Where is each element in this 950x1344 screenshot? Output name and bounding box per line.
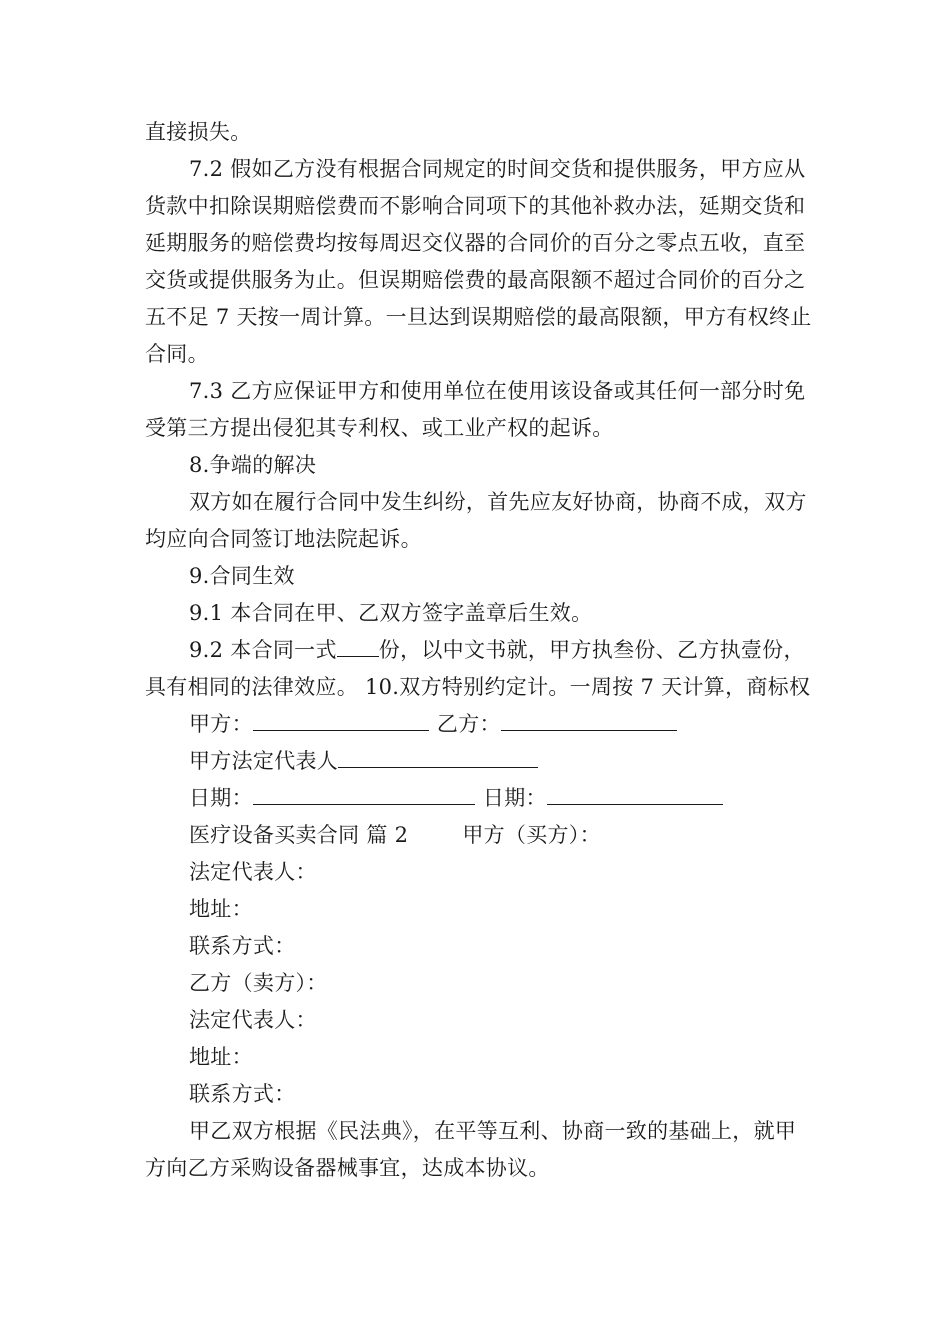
party-a-rep-label: 甲方法定代表人 [189,749,339,773]
clause-9-2 [145,632,813,706]
date-2-label: 日期： [482,786,547,810]
heading-dispute-resolution: 8.争端的解决 [189,453,317,477]
date-2-blank [547,782,723,805]
party-a-label: 甲方： [189,712,253,736]
buyer-rep: 法定代表人： [189,860,317,884]
seller-label: 乙方（卖方）： [189,971,328,995]
seller-contact: 联系方式： [189,1082,296,1106]
party-b-blank [501,708,677,731]
seller-rep: 法定代表人： [189,1008,317,1032]
buyer-contact: 联系方式： [189,934,296,958]
clause-7-2: 7.2 假如乙方没有根据合同规定的时间交货和提供服务，甲方应从货款中扣除误期赔偿费而不影响合同项下的其他补救办法，延期交货和延期服务的赔偿费均按每周迟交仪器的合同价的百分之零点五收，直至交货或提供服务为止。但误期赔偿费的最高限额不超过合同价的百分之五不足 7 天按一周计算。一旦达到误期赔偿的最高限额，甲方有权终止合同。 [145,157,812,366]
contract-2-header-line [145,817,813,854]
clause-7-3: 7.3 乙方应保证甲方和使用单位在使用该设备或其任何一部分时免受第三方提出侵犯其专利权、或工业产权的起诉。 [145,379,806,440]
clause-9-1: 9.1 本合同在甲、乙双方签字盖章后生效。 [189,601,593,625]
clause-9-2-start: 9.2 本合同一式 [189,638,337,662]
party-b-label: 乙方： [436,712,501,736]
copies-blank [337,634,379,657]
signature-parties-line [145,706,813,743]
date-1-blank [253,782,475,805]
clause-9-2-end: 份，以中文书就，甲方执叁份、乙方执壹份，具有相同的法律效应。 10.双方特别约定计。一周按 7 天计算，商标权 [145,638,811,699]
date-1-label: 日期： [189,786,253,810]
clause-dispute-text: 双方如在履行合同中发生纠纷，首先应友好协商，协商不成，双方均应向合同签订地法院起诉。 [145,490,807,551]
heading-contract-effective: 9.合同生效 [189,564,295,588]
party-a-blank [253,708,429,731]
agreement-intro: 甲乙双方根据《民法典》，在平等互利、协商一致的基础上，就甲方向乙方采购设备器械事宜，达成本协议。 [145,1119,797,1180]
buyer-label: 甲方（买方）： [462,823,601,847]
document-body [145,114,813,1187]
paragraph-direct-loss: 直接损失。 [145,120,252,144]
party-a-rep-blank [338,745,538,768]
buyer-address: 地址： [189,897,253,921]
signature-date-line [145,780,813,817]
contract-2-title: 医疗设备买卖合同 篇 2 [189,823,409,847]
seller-address: 地址： [189,1045,253,1069]
signature-rep-line [145,743,813,780]
